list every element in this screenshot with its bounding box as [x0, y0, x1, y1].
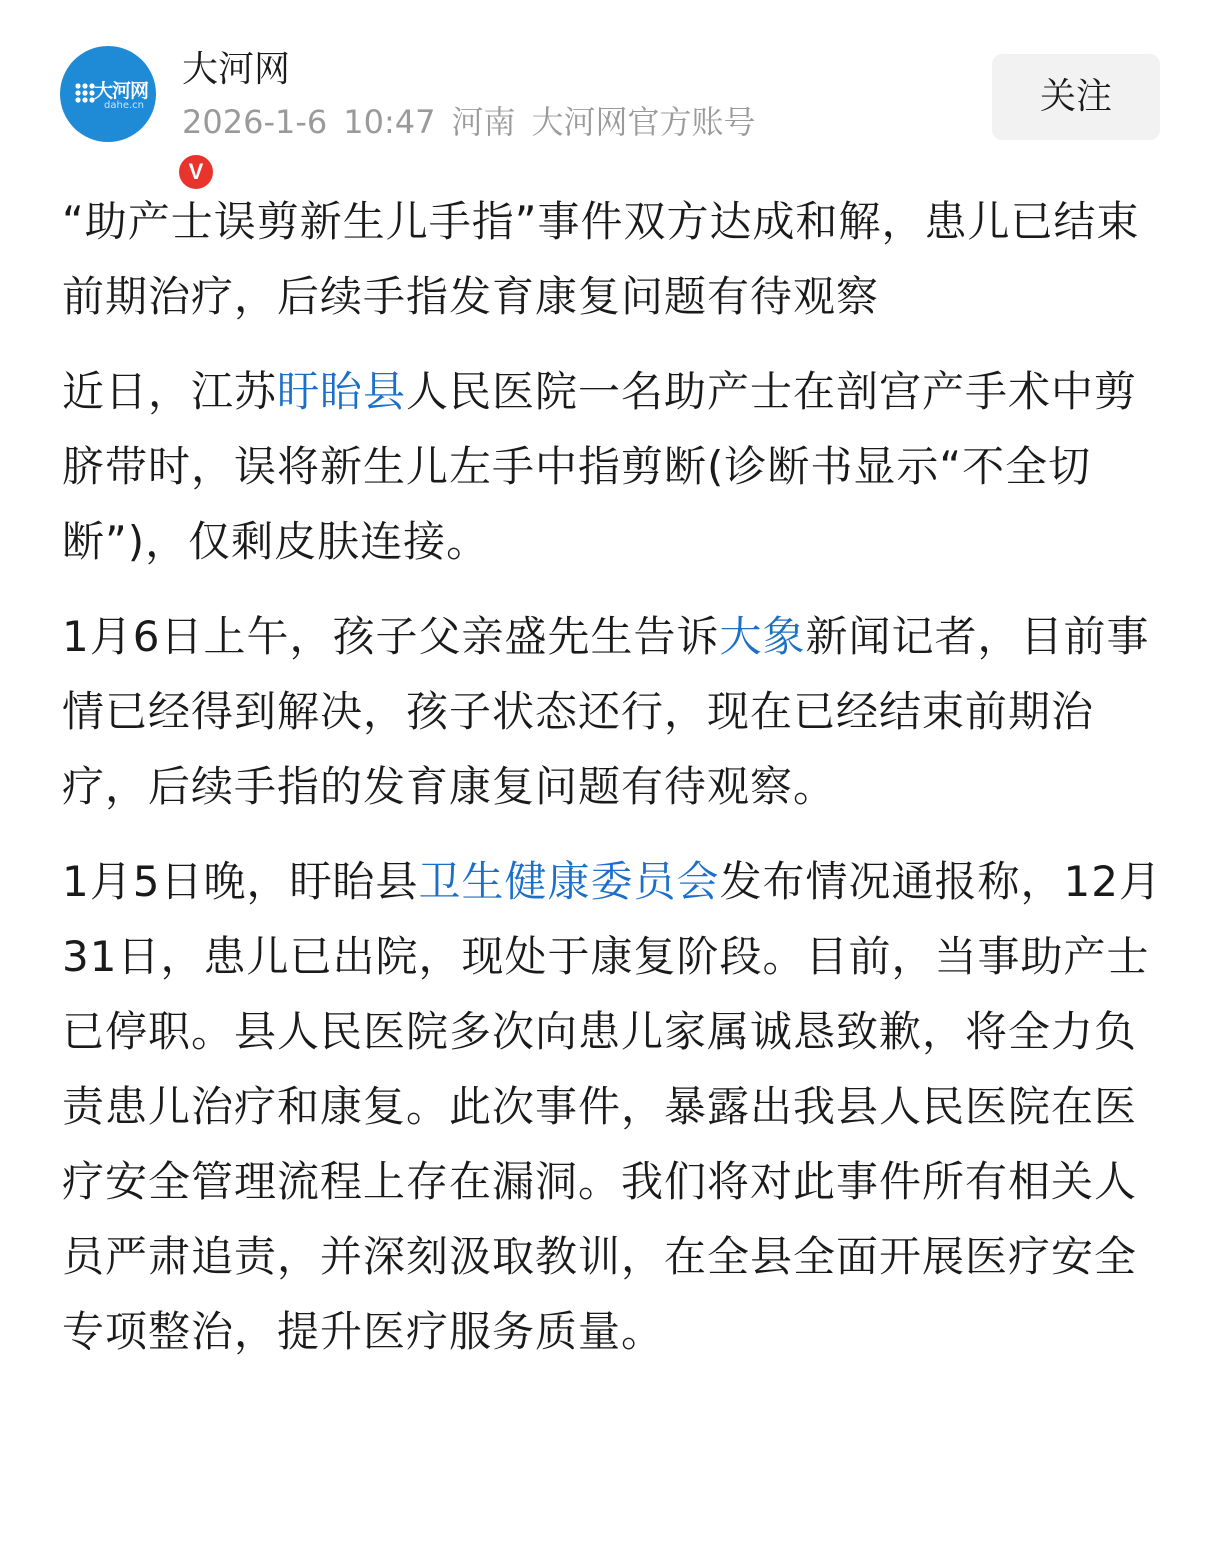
follow-button[interactable]: 关注 [992, 54, 1160, 140]
paragraph-text: 新闻记者，目前事情已经得到解决，孩子状态还行，现在已经结束前期治疗，后续手指的发育康复问题有待观察。 [62, 612, 1150, 811]
avatar[interactable] [60, 46, 204, 184]
post-location: 河南 [451, 103, 516, 141]
logo-subtext: dahe.cn [104, 100, 144, 111]
article-paragraph-2 [62, 599, 1162, 824]
article-paragraph-1 [62, 354, 1162, 579]
post-date: 2026-1-6 [182, 103, 328, 141]
link-daxiang[interactable]: 大象 [719, 612, 806, 661]
paragraph-text: 发布情况通报称，12月31日，患儿已出院，现处于康复阶段。目前，当事助产士已停职。县人民医院多次向患儿家属诚恳致歉，将全力负责患儿治疗和康复。此次事件，暴露出我县人民医院在医疗安全管理流程上存在漏洞。我们将对此事件所有相关人员严肃追责，并深刻汲取教训，在全县全面开展医疗安全专项整治，提升医疗服务质量。 [62, 857, 1162, 1356]
post-header [0, 0, 1220, 184]
dahe-logo-icon [74, 82, 96, 104]
link-health-commission[interactable]: 卫生健康委员会 [418, 857, 720, 906]
paragraph-text: 1月5日晚，盱眙县 [62, 857, 419, 906]
post-time: 10:47 [343, 103, 436, 141]
logo-text: 大河网 [94, 80, 149, 102]
verified-badge-icon: V [176, 152, 216, 192]
paragraph-text: 近日，江苏 [62, 367, 278, 416]
paragraph-text: 1月6日上午，孩子父亲盛先生告诉 [62, 612, 720, 661]
post-meta [182, 102, 772, 142]
article-paragraph-3 [62, 844, 1162, 1369]
account-type: 大河网官方账号 [531, 103, 756, 141]
article-title: “助产士误剪新生儿手指”事件双方达成和解，患儿已结束前期治疗，后续手指发育康复问题有待观察 [62, 197, 1140, 321]
paragraph-text: 人民医院一名助产士在剖宫产手术中剪脐带时，误将新生儿左手中指剪断(诊断书显示“不全切断”)，仅剩皮肤连接。 [62, 367, 1138, 566]
link-xuyi-county[interactable]: 盱眙县 [277, 367, 407, 416]
article-body [62, 184, 1162, 1389]
account-name[interactable]: 大河网 [182, 49, 291, 90]
